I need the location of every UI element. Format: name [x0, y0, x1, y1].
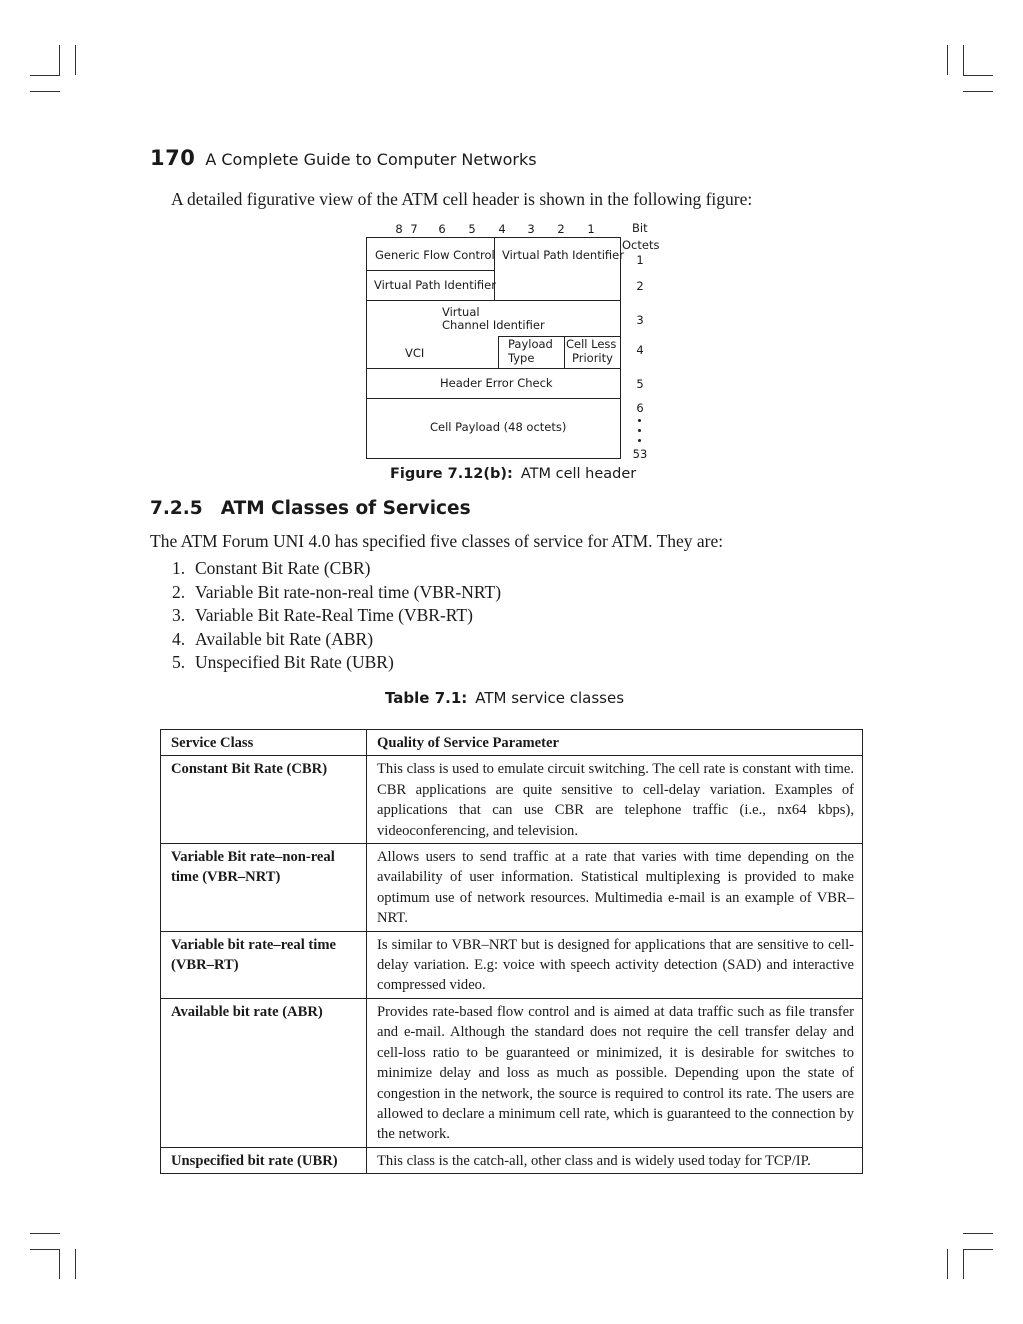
section-heading	[150, 498, 471, 519]
qos-description: Allows users to send traffic at a rate that varies with time depending on the availability of user information. Statistical multiplexing is provided to make optimum use of network resources. Multimedia e-mail is an example of VBR–NRT.	[367, 844, 863, 932]
bit-number: 6	[438, 222, 446, 236]
qos-description: Is similar to VBR–NRT but is designed for applications that are sensitive to cell-delay variation. E.g: voice with speech activity detection (SAD) and interactive compressed video.	[367, 931, 863, 998]
payload-type-field	[498, 336, 565, 369]
table-row	[161, 756, 863, 844]
bit-number: 3	[527, 222, 535, 236]
octet-number: 3	[636, 313, 644, 327]
running-head	[150, 146, 537, 170]
octet-number: 1	[636, 253, 644, 267]
section-number: 7.2.5	[150, 498, 203, 519]
qos-description: Provides rate-based flow control and is aimed at data traffic such as file transfer and e-mail. Although the standard does not require the cell transfer delay and cell-loss ratio to be guaranteed or minimized, it is desirable for switches to minimize delay and loss as much as possible. Depending upon the state of congestion in the network, the source is required to control its rate. The users are allowed to declare a minimum cell rate, which is guaranteed to the connection by the network.	[367, 998, 863, 1147]
payload-label: Cell Payload (48 octets)	[430, 420, 567, 434]
table-header-row	[161, 730, 863, 756]
octet-number: 6	[636, 401, 644, 415]
list-item: 5. Unspecified Bit Rate (UBR)	[172, 652, 394, 673]
octet-number: 53	[632, 447, 648, 461]
figure-caption-text: ATM cell header	[520, 466, 637, 482]
ellipsis-dot	[638, 419, 641, 422]
table-row	[161, 931, 863, 998]
bit-label: Bit	[632, 221, 648, 235]
service-class-name: Constant Bit Rate (CBR)	[161, 756, 367, 844]
table-row	[161, 844, 863, 932]
qos-description: This class is used to emulate circuit switching. The cell rate is constant with time. CBR applications are quite sensitive to cell-delay variation. Examples of applications that can use CBR are telephone traffic (i.e., nx64 kbps), videoconferencing, and television.	[367, 756, 863, 844]
octet-number: 4	[636, 343, 644, 357]
octet-number: 5	[636, 377, 644, 391]
hec-field	[366, 368, 621, 399]
figure-caption	[390, 466, 636, 482]
payload-type-label: Type	[508, 351, 535, 365]
hec-label: Header Error Check	[440, 376, 553, 390]
list-item: 1. Constant Bit Rate (CBR)	[172, 558, 371, 578]
list-item: 4. Available bit Rate (ABR)	[172, 628, 374, 649]
clp-field	[564, 336, 621, 369]
clp-label: Cell Less	[566, 337, 617, 351]
bit-number: 1	[587, 222, 595, 236]
list-item: 2. Variable Bit rate-non-real time (VBR-NRT)	[172, 581, 502, 602]
section-intro: The ATM Forum UNI 4.0 has specified five classes of service for ATM. They are:	[150, 531, 724, 551]
service-class-list	[172, 558, 501, 676]
gfc-field	[366, 237, 495, 271]
table-caption-label: Table 7.1:	[385, 689, 468, 707]
column-header: Quality of Service Parameter	[367, 730, 863, 756]
cell-header-frame	[366, 237, 621, 459]
row-divider	[366, 300, 621, 301]
section-title: ATM Classes of Services	[220, 498, 471, 519]
page-number: 170	[150, 146, 196, 170]
octet-number: 2	[636, 279, 644, 293]
gfc-label: Generic Flow Control	[375, 248, 495, 262]
table-caption-text: ATM service classes	[475, 689, 625, 707]
table-row	[161, 998, 863, 1147]
service-class-name: Available bit rate (ABR)	[161, 998, 367, 1147]
bit-number: 7	[410, 222, 418, 236]
list-item: 3. Variable Bit Rate-Real Time (VBR-RT)	[172, 605, 473, 626]
ellipsis-dot	[638, 429, 641, 432]
vpi-field	[366, 270, 495, 301]
intro-paragraph: A detailed figurative view of the ATM cell header is shown in the following figure:	[171, 189, 753, 209]
table-caption	[385, 689, 624, 707]
bit-number: 8	[395, 222, 403, 236]
service-class-name: Variable bit rate–real time (VBR–RT)	[161, 931, 367, 998]
payload-type-label: Payload	[508, 337, 553, 351]
service-classes-table	[160, 729, 863, 1174]
book-title: A Complete Guide to Computer Networks	[205, 150, 537, 169]
vci-label: VCI	[405, 346, 425, 360]
figure-caption-label: Figure 7.12(b):	[390, 466, 513, 482]
octets-label: Octets	[622, 238, 660, 252]
column-header: Service Class	[161, 730, 367, 756]
atm-cell-header-figure	[0, 0, 1023, 490]
vci-label: Virtual	[442, 305, 480, 319]
service-class-name: Variable Bit rate–non-real time (VBR–NRT)	[161, 844, 367, 932]
vci-label: Channel Identifier	[442, 318, 545, 332]
bit-number: 4	[498, 222, 506, 236]
table-row	[161, 1147, 863, 1173]
qos-description: This class is the catch-all, other class and is widely used today for TCP/IP.	[367, 1147, 863, 1173]
ellipsis-dot	[638, 439, 641, 442]
bit-number: 5	[468, 222, 476, 236]
vpi-label: Virtual Path Identifier	[502, 248, 624, 262]
clp-label: Priority	[572, 351, 613, 365]
service-class-name: Unspecified bit rate (UBR)	[161, 1147, 367, 1173]
bit-number: 2	[557, 222, 565, 236]
vpi-label: Virtual Path Identifier	[374, 278, 496, 292]
